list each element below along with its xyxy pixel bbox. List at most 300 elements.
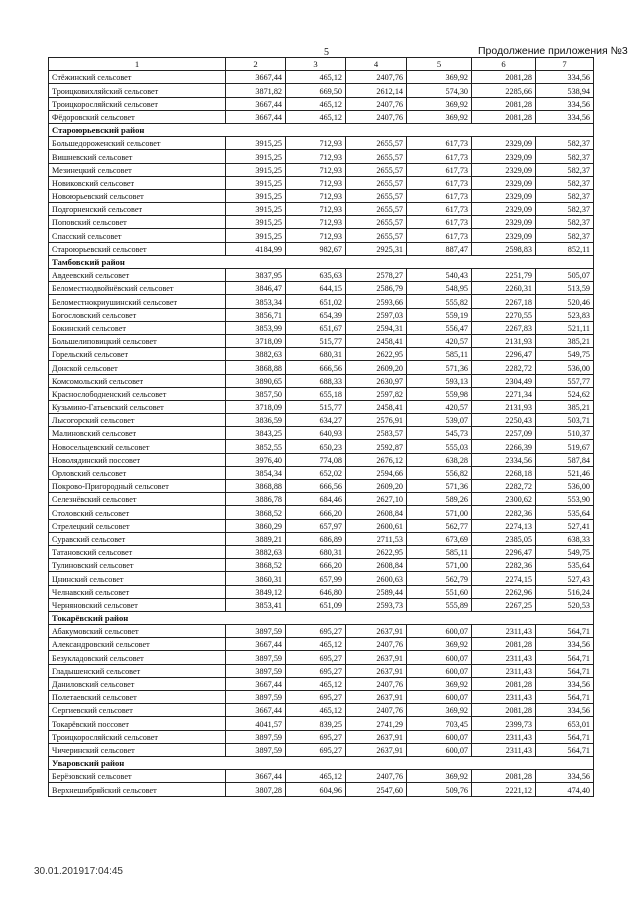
value-cell: 2925,31 (346, 242, 407, 255)
value-cell: 553,90 (536, 493, 594, 506)
value-cell: 2576,91 (346, 414, 407, 427)
value-cell: 555,82 (407, 295, 472, 308)
value-cell: 2637,91 (346, 625, 407, 638)
value-cell: 2329,09 (472, 137, 536, 150)
value-cell: 2637,91 (346, 691, 407, 704)
value-cell: 520,53 (536, 598, 594, 611)
value-cell: 369,92 (407, 770, 472, 783)
value-cell: 2637,91 (346, 651, 407, 664)
value-cell: 2334,56 (472, 453, 536, 466)
table-row (49, 150, 594, 163)
table-row (49, 84, 594, 97)
value-cell: 2600,61 (346, 519, 407, 532)
value-cell: 3856,71 (226, 308, 286, 321)
value-cell: 3846,47 (226, 282, 286, 295)
settlement-name: Тулиновский сельсовет (49, 559, 226, 572)
value-cell: 585,11 (407, 348, 472, 361)
value-cell: 655,18 (286, 387, 346, 400)
value-cell: 2407,76 (346, 97, 407, 110)
value-cell: 617,73 (407, 150, 472, 163)
value-cell: 712,93 (286, 163, 346, 176)
value-cell: 538,94 (536, 84, 594, 97)
value-cell: 712,93 (286, 189, 346, 202)
value-cell: 2608,84 (346, 506, 407, 519)
value-cell: 557,77 (536, 374, 594, 387)
value-cell: 666,20 (286, 559, 346, 572)
table-row (49, 743, 594, 756)
value-cell: 712,93 (286, 229, 346, 242)
settlement-name: Суравский сельсовет (49, 532, 226, 545)
value-cell: 2282,72 (472, 480, 536, 493)
value-cell: 515,77 (286, 334, 346, 347)
value-cell: 695,27 (286, 651, 346, 664)
value-cell: 2081,28 (472, 97, 536, 110)
value-cell: 549,75 (536, 348, 594, 361)
value-cell: 2260,31 (472, 282, 536, 295)
table-row (49, 730, 594, 743)
value-cell: 582,37 (536, 137, 594, 150)
value-cell: 2329,09 (472, 203, 536, 216)
value-cell: 2711,53 (346, 532, 407, 545)
value-cell: 2267,83 (472, 321, 536, 334)
column-number: 5 (407, 58, 472, 71)
table-row (49, 334, 594, 347)
value-cell: 536,00 (536, 361, 594, 374)
value-cell: 2329,09 (472, 229, 536, 242)
table-row (49, 321, 594, 334)
value-cell: 2593,66 (346, 295, 407, 308)
settlement-name: Новоюрьевский сельсовет (49, 189, 226, 202)
value-cell: 2655,57 (346, 137, 407, 150)
value-cell: 559,19 (407, 308, 472, 321)
table-row (49, 783, 594, 796)
value-cell: 523,83 (536, 308, 594, 321)
column-number: 4 (346, 58, 407, 71)
value-cell: 2637,91 (346, 664, 407, 677)
table-row (49, 704, 594, 717)
settlement-name: Абакумовский сельсовет (49, 625, 226, 638)
value-cell: 2282,36 (472, 559, 536, 572)
settlement-name: Черняновский сельсовет (49, 598, 226, 611)
value-cell: 2311,43 (472, 691, 536, 704)
district-row (49, 611, 594, 624)
settlement-name: Александровский сельсовет (49, 638, 226, 651)
value-cell: 673,69 (407, 532, 472, 545)
settlement-name: Большедороженский сельсовет (49, 137, 226, 150)
value-cell: 695,27 (286, 743, 346, 756)
value-cell: 2589,44 (346, 585, 407, 598)
print-timestamp: 30.01.201917:04:45 (34, 866, 123, 877)
value-cell: 2271,34 (472, 387, 536, 400)
value-cell: 582,37 (536, 229, 594, 242)
value-cell: 334,56 (536, 110, 594, 123)
value-cell: 3889,21 (226, 532, 286, 545)
value-cell: 617,73 (407, 137, 472, 150)
value-cell: 2399,73 (472, 717, 536, 730)
settlement-name: Покрово-Пригородный сельсовет (49, 480, 226, 493)
table-row (49, 97, 594, 110)
value-cell: 465,12 (286, 97, 346, 110)
table-row (49, 387, 594, 400)
value-cell: 712,93 (286, 216, 346, 229)
table-row (49, 532, 594, 545)
value-cell: 2547,60 (346, 783, 407, 796)
data-table (48, 57, 594, 797)
value-cell: 334,56 (536, 71, 594, 84)
settlement-name: Гладышенский сельсовет (49, 664, 226, 677)
value-cell: 2593,73 (346, 598, 407, 611)
table-row (49, 625, 594, 638)
value-cell: 982,67 (286, 242, 346, 255)
value-cell: 334,56 (536, 704, 594, 717)
value-cell: 465,12 (286, 704, 346, 717)
value-cell: 2637,91 (346, 730, 407, 743)
value-cell: 712,93 (286, 176, 346, 189)
settlement-name: Троицкоросляйский сельсовет (49, 730, 226, 743)
value-cell: 369,92 (407, 677, 472, 690)
value-cell: 503,71 (536, 414, 594, 427)
value-cell: 2329,09 (472, 216, 536, 229)
value-cell: 600,07 (407, 743, 472, 756)
value-cell: 516,24 (536, 585, 594, 598)
value-cell: 617,73 (407, 203, 472, 216)
value-cell: 3837,95 (226, 269, 286, 282)
column-number: 7 (536, 58, 594, 71)
value-cell: 564,71 (536, 691, 594, 704)
value-cell: 593,13 (407, 374, 472, 387)
value-cell: 465,12 (286, 71, 346, 84)
value-cell: 604,96 (286, 783, 346, 796)
continuation-title: Продолжение приложения №3 (478, 45, 628, 57)
value-cell: 2268,18 (472, 466, 536, 479)
table-row (49, 572, 594, 585)
settlement-name: Орловский сельсовет (49, 466, 226, 479)
value-cell: 465,12 (286, 638, 346, 651)
value-cell: 3853,41 (226, 598, 286, 611)
settlement-name: Спасский сельсовет (49, 229, 226, 242)
value-cell: 562,79 (407, 572, 472, 585)
table-row (49, 400, 594, 413)
value-cell: 2304,49 (472, 374, 536, 387)
value-cell: 651,67 (286, 321, 346, 334)
table-row (49, 361, 594, 374)
value-cell: 2458,41 (346, 400, 407, 413)
value-cell: 2274,13 (472, 519, 536, 532)
value-cell: 2597,82 (346, 387, 407, 400)
settlement-name: Беломестнодвойнёвский сельсовет (49, 282, 226, 295)
settlement-name: Сергиевский сельсовет (49, 704, 226, 717)
value-cell: 2583,57 (346, 427, 407, 440)
table-row (49, 440, 594, 453)
value-cell: 2609,20 (346, 480, 407, 493)
value-cell: 3868,88 (226, 361, 286, 374)
value-cell: 3976,40 (226, 453, 286, 466)
value-cell: 774,08 (286, 453, 346, 466)
value-cell: 2250,43 (472, 414, 536, 427)
value-cell: 556,47 (407, 321, 472, 334)
value-cell: 2251,79 (472, 269, 536, 282)
value-cell: 2266,39 (472, 440, 536, 453)
value-cell: 535,64 (536, 559, 594, 572)
settlement-name: Бокинский сельсовет (49, 321, 226, 334)
settlement-name: Лысогорский сельсовет (49, 414, 226, 427)
value-cell: 369,92 (407, 71, 472, 84)
value-cell: 2407,76 (346, 677, 407, 690)
district-name: Уваровский район (49, 756, 594, 769)
value-cell: 3897,59 (226, 651, 286, 664)
value-cell: 3882,63 (226, 545, 286, 558)
value-cell: 2407,76 (346, 71, 407, 84)
value-cell: 2311,43 (472, 664, 536, 677)
value-cell: 640,93 (286, 427, 346, 440)
value-cell: 653,01 (536, 717, 594, 730)
value-cell: 2081,28 (472, 677, 536, 690)
table-body (49, 58, 594, 797)
value-cell: 585,11 (407, 545, 472, 558)
value-cell: 2300,62 (472, 493, 536, 506)
value-cell: 2600,63 (346, 572, 407, 585)
value-cell: 652,02 (286, 466, 346, 479)
value-cell: 521,11 (536, 321, 594, 334)
value-cell: 536,00 (536, 480, 594, 493)
value-cell: 2594,66 (346, 466, 407, 479)
value-cell: 644,15 (286, 282, 346, 295)
settlement-name: Берёзовский сельсовет (49, 770, 226, 783)
settlement-name: Малиновский сельсовет (49, 427, 226, 440)
value-cell: 2655,57 (346, 189, 407, 202)
value-cell: 2655,57 (346, 229, 407, 242)
settlement-name: Вишневский сельсовет (49, 150, 226, 163)
value-cell: 582,37 (536, 150, 594, 163)
value-cell: 334,56 (536, 97, 594, 110)
value-cell: 369,92 (407, 110, 472, 123)
settlement-name: Троицкоросляйский сельсовет (49, 97, 226, 110)
value-cell: 3897,59 (226, 743, 286, 756)
settlement-name: Стрелецкий сельсовет (49, 519, 226, 532)
value-cell: 2274,15 (472, 572, 536, 585)
value-cell: 571,36 (407, 480, 472, 493)
settlement-name: Донской сельсовет (49, 361, 226, 374)
table-row (49, 770, 594, 783)
value-cell: 2221,12 (472, 783, 536, 796)
column-number: 3 (286, 58, 346, 71)
settlement-name: Селезнёвский сельсовет (49, 493, 226, 506)
district-row (49, 123, 594, 136)
table-row (49, 677, 594, 690)
value-cell: 420,57 (407, 400, 472, 413)
table-row (49, 664, 594, 677)
value-cell: 564,71 (536, 743, 594, 756)
table-row (49, 717, 594, 730)
settlement-name: Челнавский сельсовет (49, 585, 226, 598)
value-cell: 617,73 (407, 229, 472, 242)
value-cell: 646,80 (286, 585, 346, 598)
settlement-name: Токарёвский поссовет (49, 717, 226, 730)
table-row (49, 545, 594, 558)
value-cell: 3868,52 (226, 559, 286, 572)
column-number-row (49, 58, 594, 71)
value-cell: 2329,09 (472, 150, 536, 163)
settlement-name: Фёдоровский сельсовет (49, 110, 226, 123)
value-cell: 2676,12 (346, 453, 407, 466)
settlement-name: Столовский сельсовет (49, 506, 226, 519)
page-number: 5 (324, 47, 329, 58)
table-row (49, 229, 594, 242)
column-number: 1 (49, 58, 226, 71)
value-cell: 549,75 (536, 545, 594, 558)
value-cell: 2637,91 (346, 743, 407, 756)
value-cell: 3868,88 (226, 480, 286, 493)
value-cell: 2594,31 (346, 321, 407, 334)
settlement-name: Авдеевский сельсовет (49, 269, 226, 282)
value-cell: 519,67 (536, 440, 594, 453)
value-cell: 3882,63 (226, 348, 286, 361)
column-number: 6 (472, 58, 536, 71)
value-cell: 2407,76 (346, 110, 407, 123)
table-row (49, 295, 594, 308)
settlement-name: Безукладовский сельсовет (49, 651, 226, 664)
value-cell: 369,92 (407, 704, 472, 717)
table-row (49, 163, 594, 176)
value-cell: 651,09 (286, 598, 346, 611)
settlement-name: Горельский сельсовет (49, 348, 226, 361)
value-cell: 3807,28 (226, 783, 286, 796)
value-cell: 2655,57 (346, 163, 407, 176)
table-row (49, 480, 594, 493)
value-cell: 515,77 (286, 400, 346, 413)
value-cell: 2285,66 (472, 84, 536, 97)
value-cell: 369,92 (407, 97, 472, 110)
value-cell: 680,31 (286, 348, 346, 361)
table-row (49, 176, 594, 189)
settlement-name: Комсомольский сельсовет (49, 374, 226, 387)
table-row (49, 585, 594, 598)
value-cell: 3897,59 (226, 730, 286, 743)
value-cell: 369,92 (407, 638, 472, 651)
value-cell: 2612,14 (346, 84, 407, 97)
value-cell: 420,57 (407, 334, 472, 347)
table-row (49, 638, 594, 651)
value-cell: 505,07 (536, 269, 594, 282)
value-cell: 520,46 (536, 295, 594, 308)
value-cell: 2311,43 (472, 651, 536, 664)
settlement-name: Беломестнокриушинский сельсовет (49, 295, 226, 308)
value-cell: 695,27 (286, 730, 346, 743)
value-cell: 684,46 (286, 493, 346, 506)
value-cell: 3897,59 (226, 664, 286, 677)
district-name: Токарёвский район (49, 611, 594, 624)
table-row (49, 453, 594, 466)
value-cell: 2655,57 (346, 203, 407, 216)
value-cell: 638,33 (536, 532, 594, 545)
value-cell: 562,77 (407, 519, 472, 532)
value-cell: 2270,55 (472, 308, 536, 321)
table-row (49, 559, 594, 572)
value-cell: 634,27 (286, 414, 346, 427)
value-cell: 564,71 (536, 651, 594, 664)
table-row (49, 203, 594, 216)
table-row (49, 137, 594, 150)
value-cell: 3857,50 (226, 387, 286, 400)
value-cell: 3915,25 (226, 150, 286, 163)
table-row (49, 374, 594, 387)
value-cell: 2655,57 (346, 216, 407, 229)
value-cell: 2131,93 (472, 400, 536, 413)
value-cell: 2081,28 (472, 638, 536, 651)
settlement-name: Поповский сельсовет (49, 216, 226, 229)
table-row (49, 691, 594, 704)
value-cell: 564,71 (536, 730, 594, 743)
value-cell: 3915,25 (226, 229, 286, 242)
value-cell: 3890,65 (226, 374, 286, 387)
value-cell: 2598,83 (472, 242, 536, 255)
value-cell: 551,60 (407, 585, 472, 598)
value-cell: 3915,25 (226, 189, 286, 202)
district-row (49, 756, 594, 769)
value-cell: 657,99 (286, 572, 346, 585)
value-cell: 3667,44 (226, 704, 286, 717)
table-row (49, 242, 594, 255)
value-cell: 3897,59 (226, 691, 286, 704)
value-cell: 2655,57 (346, 150, 407, 163)
district-row (49, 255, 594, 268)
value-cell: 334,56 (536, 770, 594, 783)
value-cell: 574,30 (407, 84, 472, 97)
value-cell: 2578,27 (346, 269, 407, 282)
value-cell: 3897,59 (226, 625, 286, 638)
value-cell: 2630,97 (346, 374, 407, 387)
value-cell: 521,46 (536, 466, 594, 479)
value-cell: 2282,72 (472, 361, 536, 374)
value-cell: 600,07 (407, 691, 472, 704)
value-cell: 3718,09 (226, 400, 286, 413)
table-row (49, 466, 594, 479)
value-cell: 680,31 (286, 545, 346, 558)
value-cell: 712,93 (286, 203, 346, 216)
settlement-name: Стёжинский сельсовет (49, 71, 226, 84)
value-cell: 2311,43 (472, 625, 536, 638)
value-cell: 600,07 (407, 730, 472, 743)
value-cell: 3915,25 (226, 176, 286, 189)
settlement-name: Староюрьевский сельсовет (49, 242, 226, 255)
table-row (49, 506, 594, 519)
value-cell: 2586,79 (346, 282, 407, 295)
value-cell: 2267,18 (472, 295, 536, 308)
table-row (49, 651, 594, 664)
table-row (49, 308, 594, 321)
settlement-name: Богословский сельсовет (49, 308, 226, 321)
value-cell: 686,89 (286, 532, 346, 545)
value-cell: 527,43 (536, 572, 594, 585)
value-cell: 2329,09 (472, 189, 536, 202)
value-cell: 3915,25 (226, 203, 286, 216)
value-cell: 654,39 (286, 308, 346, 321)
value-cell: 4041,57 (226, 717, 286, 730)
settlement-name: Троицковихляйский сельсовет (49, 84, 226, 97)
value-cell: 3667,44 (226, 97, 286, 110)
value-cell: 385,21 (536, 400, 594, 413)
table-row (49, 189, 594, 202)
value-cell: 589,26 (407, 493, 472, 506)
value-cell: 513,59 (536, 282, 594, 295)
value-cell: 582,37 (536, 189, 594, 202)
value-cell: 3853,34 (226, 295, 286, 308)
value-cell: 650,23 (286, 440, 346, 453)
value-cell: 571,00 (407, 506, 472, 519)
value-cell: 2385,05 (472, 532, 536, 545)
value-cell: 3667,44 (226, 770, 286, 783)
value-cell: 617,73 (407, 189, 472, 202)
